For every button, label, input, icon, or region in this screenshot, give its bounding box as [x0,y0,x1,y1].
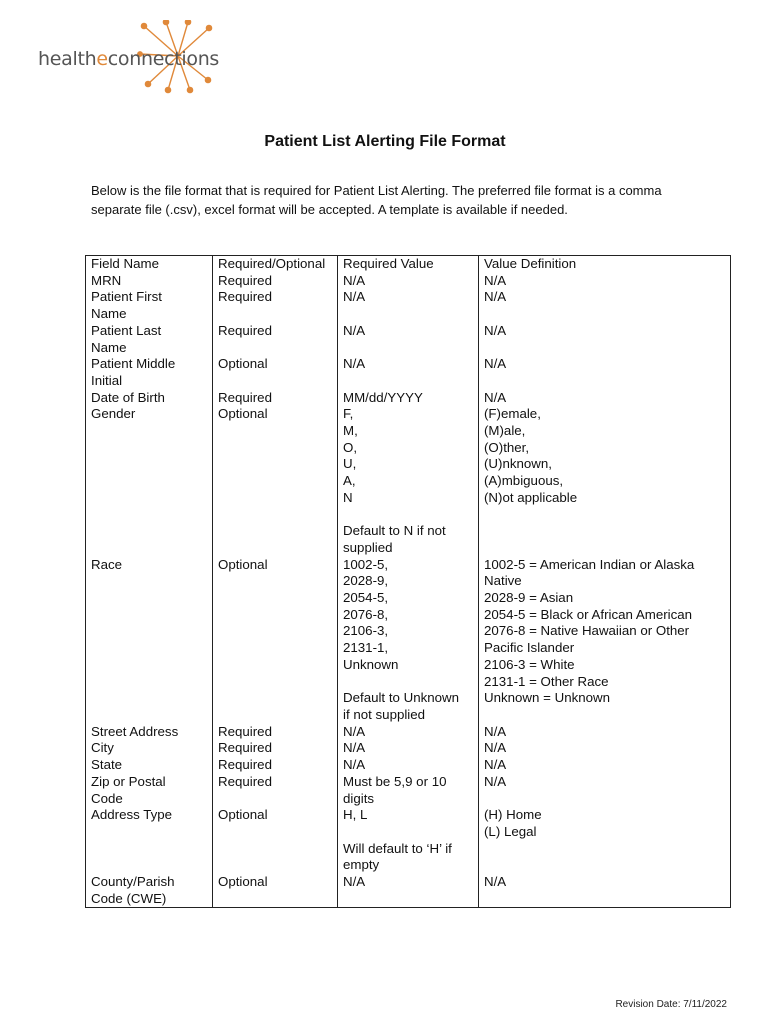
required-value-cell: Required Value [338,256,479,273]
required-optional-cell: Required [213,289,338,322]
table-row [86,807,731,874]
required-value-cell: F, M, O, U, A, N Default to N if not supplied [338,406,479,556]
required-value-cell: N/A [338,874,479,908]
value-definition-cell: N/A [479,273,731,290]
table-row [86,356,731,389]
required-value-cell: N/A [338,757,479,774]
value-definition-cell: Value Definition [479,256,731,273]
required-optional-cell: Required/Optional [213,256,338,273]
table-row [86,557,731,724]
value-definition-cell: N/A [479,289,731,322]
required-optional-cell: Required [213,273,338,290]
required-optional-cell: Required [213,740,338,757]
required-optional-cell: Optional [213,807,338,874]
table-row [86,774,731,807]
field-name-cell: Field Name [86,256,213,273]
value-definition-cell: N/A [479,390,731,407]
table-row [86,273,731,290]
required-value-cell: N/A [338,273,479,290]
field-name-cell: Patient Last Name [86,323,213,356]
logo-wordmark: healtheconnections [38,48,220,70]
required-optional-cell: Optional [213,356,338,389]
value-definition-cell: (H) Home (L) Legal [479,807,731,874]
table-header-row [86,256,731,273]
required-value-cell: 1002-5, 2028-9, 2054-5, 2076-8, 2106-3, 2131-1, Unknown Default to Unknown if not supplied [338,557,479,724]
field-name-cell: Street Address [86,724,213,741]
table-row [86,874,731,908]
value-definition-cell: N/A [479,724,731,741]
required-optional-cell: Required [213,724,338,741]
table-row [86,740,731,757]
required-value-cell: N/A [338,356,479,389]
table-row [86,406,731,556]
value-definition-cell: N/A [479,323,731,356]
field-name-cell: Race [86,557,213,724]
healtheconnections-logo [38,20,228,100]
table-row [86,757,731,774]
file-format-table [85,255,731,908]
intro-paragraph: Below is the file format that is required for Patient List Alerting. The preferred file format is a comma separate file (.csv), excel format will be accepted. A template is available if needed. [91,183,662,217]
field-name-cell: Date of Birth [86,390,213,407]
table-row [86,390,731,407]
value-definition-cell: N/A [479,874,731,908]
table-row [86,323,731,356]
required-value-cell: N/A [338,724,479,741]
field-name-cell: State [86,757,213,774]
value-definition-cell: (F)emale, (M)ale, (O)ther, (U)nknown, (A)mbiguous, (N)ot applicable [479,406,731,556]
required-value-cell: N/A [338,323,479,356]
revision-date: Revision Date: 7/11/2022 [615,999,727,1010]
field-name-cell: Address Type [86,807,213,874]
required-optional-cell: Optional [213,557,338,724]
field-name-cell: Zip or Postal Code [86,774,213,807]
required-value-cell: N/A [338,740,479,757]
table-row [86,724,731,741]
required-optional-cell: Required [213,323,338,356]
table-row [86,289,731,322]
field-name-cell: Patient First Name [86,289,213,322]
value-definition-cell: N/A [479,356,731,389]
document-title: Patient List Alerting File Format [264,133,506,150]
value-definition-cell: 1002-5 = American Indian or Alaska Native 2028-9 = Asian 2054-5 = Black or African American 2076-8 = Native Hawaiian or Other Pacific Islander 2106-3 = White 2131-1 = Other Race Unknown = Unknown [479,557,731,724]
required-value-cell: Must be 5,9 or 10 digits [338,774,479,807]
field-name-cell: Patient Middle Initial [86,356,213,389]
required-optional-cell: Required [213,774,338,807]
required-value-cell: MM/dd/YYYY [338,390,479,407]
field-name-cell: City [86,740,213,757]
required-optional-cell: Optional [213,874,338,908]
required-optional-cell: Required [213,757,338,774]
field-name-cell: County/Parish Code (CWE) [86,874,213,908]
required-value-cell: N/A [338,289,479,322]
field-name-cell: Gender [86,406,213,556]
required-optional-cell: Required [213,390,338,407]
value-definition-cell: N/A [479,774,731,807]
field-name-cell: MRN [86,273,213,290]
required-value-cell: H, L Will default to ‘H’ if empty [338,807,479,874]
value-definition-cell: N/A [479,740,731,757]
required-optional-cell: Optional [213,406,338,556]
value-definition-cell: N/A [479,757,731,774]
